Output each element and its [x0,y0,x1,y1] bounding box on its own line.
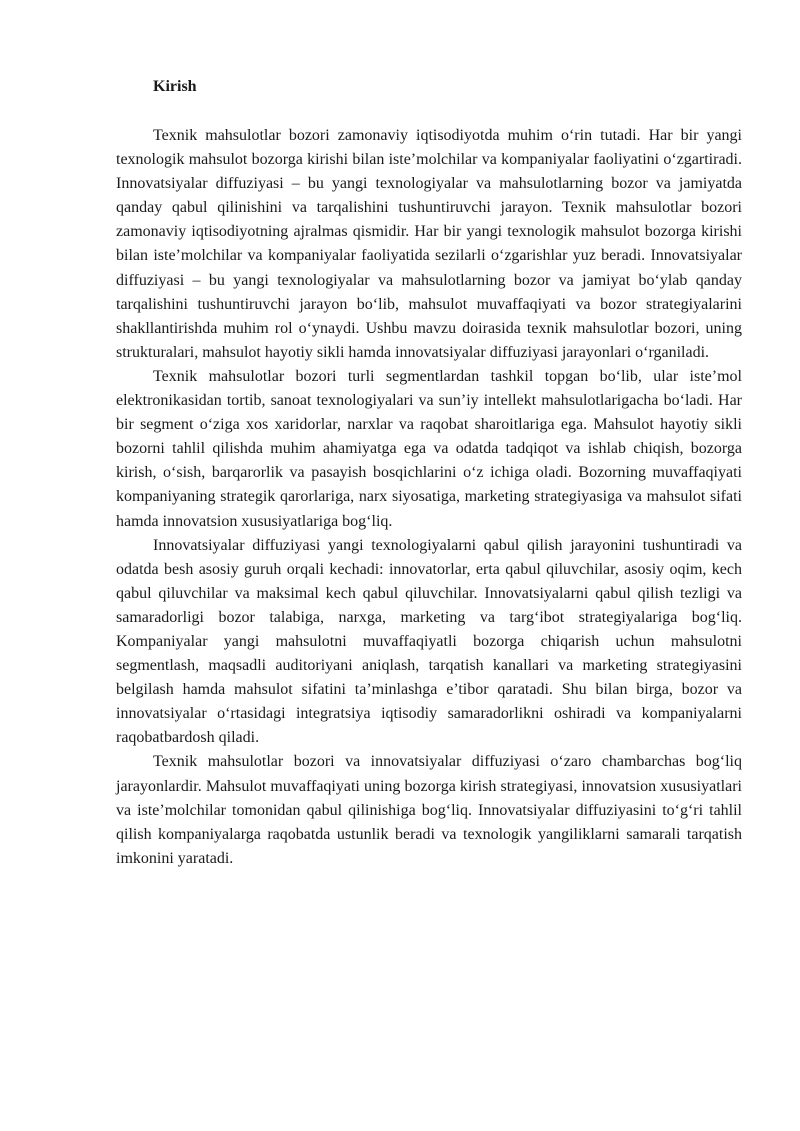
paragraph-1: Texnik mahsulotlar bozori zamonaviy iqtisodiyotda muhim o‘rin tutadi. Har bir yangi texnologik mahsulot bozorga kirishi bilan iste’molchilar va kompaniyalar faoliyatini o‘zgartiradi. Innovatsiyalar diffuziyasi – bu yangi texnologiyalar va mahsulotlarning bozor va jamiyatda qanday qabul qilinishini va tarqalishini tushuntiruvchi jarayon. Texnik mahsulotlar bozori zamonaviy iqtisodiyotning ajralmas qismidir. Har bir yangi texnologik mahsulot bozorga kirishi bilan iste’molchilar va kompaniyalar faoliyatida sezilarli o‘zgarishlar yuz beradi. Innovatsiyalar diffuziyasi – bu yangi texnologiyalar va mahsulotlarning bozor va jamiyat bo‘ylab qanday tarqalishini tushuntiruvchi jarayon bo‘lib, mahsulot muvaffaqiyati va bozor strategiyalarini shakllantirishda muhim rol o‘ynaydi. Ushbu mavzu doirasida texnik mahsulotlar bozori, uning strukturalari, mahsulot hayotiy sikli hamda innovatsiyalar diffuziyasi jarayonlari o‘rganiladi. [116,127,742,361]
paragraph-4: Texnik mahsulotlar bozori va innovatsiyalar diffuziyasi o‘zaro chambarchas bog‘liq jarayonlardir. Mahsulot muvaffaqiyati uning bozorga kirish strategiyasi, innovatsion xususiyatlari va iste’molchilar tomonidan qabul qilinishiga bog‘liq. Innovatsiyalar diffuziyasini to‘g‘ri tahlil qilish kompaniyalarga raqobatda ustunlik beradi va texnologik yangiliklarni samarali tarqatish imkonini yaratadi. [116,753,742,867]
section-heading: Kirish [153,78,197,95]
document-body [116,74,742,871]
paragraph-2: Texnik mahsulotlar bozori turli segmentlardan tashkil topgan bo‘lib, ular iste’mol elektronikasidan tortib, sanoat texnologiyalari va sun’iy intellekt mahsulotlarigacha bo‘ladi. Har bir segment o‘ziga xos xaridorlar, narxlar va raqobat sharoitlariga ega. Mahsulot hayotiy sikli bozorni tahlil qilishda muhim ahamiyatga ega va odatda tadqiqot va ishlab chiqish, bozorga kirish, o‘sish, barqarorlik va pasayish bosqichlarini o‘z ichiga oladi. Bozorning muvaffaqiyati kompaniyaning strategik qarorlariga, narx siyosatiga, marketing strategiyasiga va mahsulot sifati hamda innovatsion xususiyatlariga bog‘liq. [116,367,742,530]
paragraph-3: Innovatsiyalar diffuziyasi yangi texnologiyalarni qabul qilish jarayonini tushuntiradi va odatda besh asosiy guruh orqali kechadi: innovatorlar, erta qabul qiluvchilar, asosiy oqim, kech qabul qiluvchilar va maksimal kech qabul qiluvchilar. Innovatsiyalarni qabul qilish tezligi va samaradorligi bozor talabiga, narxga, marketing va targ‘ibot strategiyalariga bog‘liq. Kompaniyalar yangi mahsulotni muvaffaqiyatli bozorga chiqarish uchun mahsulotni segmentlash, maqsadli auditoriyani aniqlash, tarqatish kanallari va marketing strategiyasini belgilash hamda mahsulot sifatini ta’minlashga e’tibor qaratadi. Shu bilan birga, bozor va innovatsiyalar o‘rtasidagi integratsiya iqtisodiy samaradorlikni oshiradi va kompaniyalarni raqobatbardosh qiladi. [116,536,742,747]
